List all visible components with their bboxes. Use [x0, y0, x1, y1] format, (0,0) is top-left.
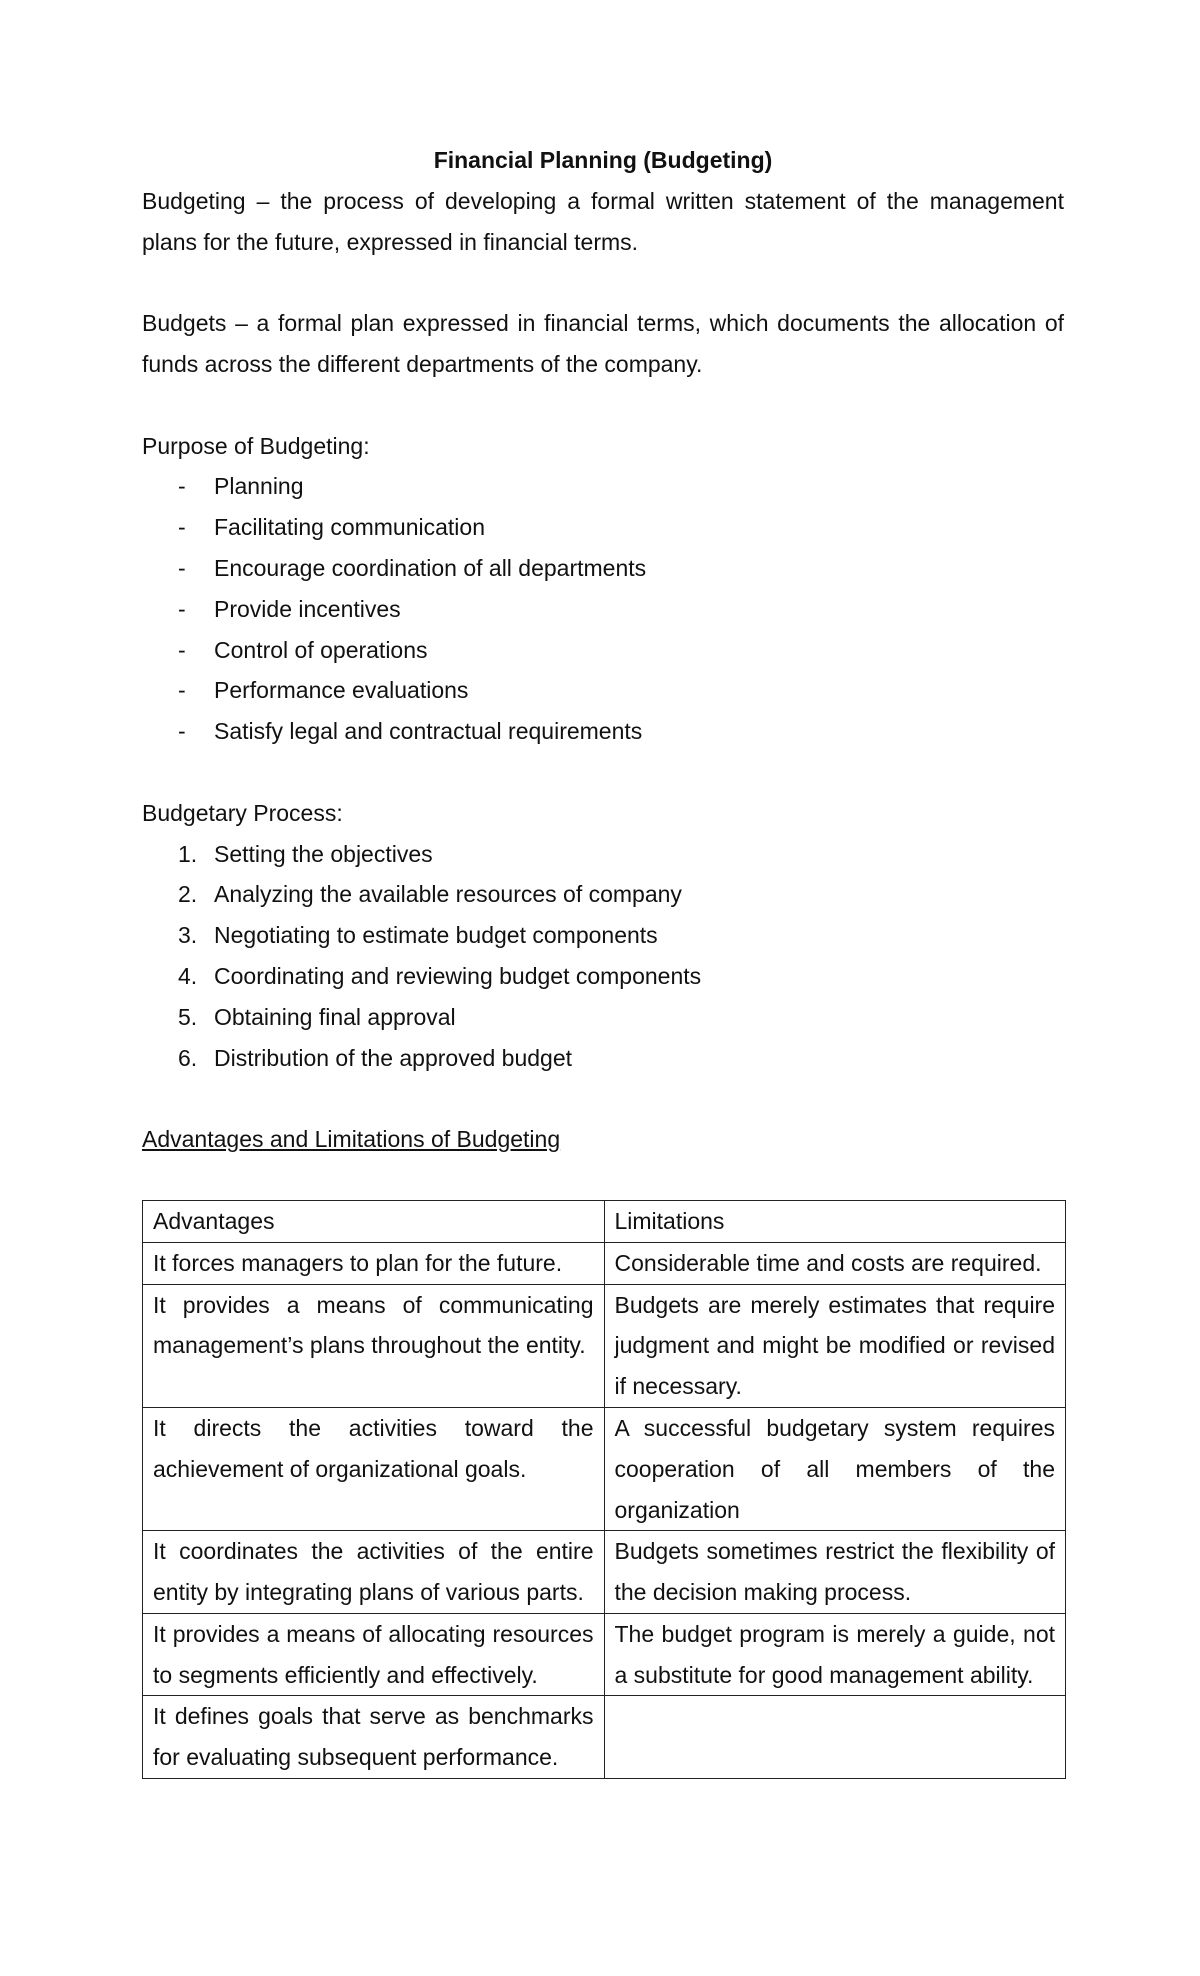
limitation-cell: Budgets are merely estimates that require judgment and might be modified or revised if necessary.	[604, 1284, 1066, 1407]
document-page	[142, 140, 1064, 1779]
step-number: 4.	[178, 962, 198, 989]
step-number: 1.	[178, 840, 198, 867]
spacer	[142, 752, 1064, 793]
step-number: 6.	[178, 1044, 198, 1071]
spacer	[142, 385, 1064, 426]
list-item-text: Setting the objectives	[214, 840, 433, 867]
list-item	[142, 956, 1064, 997]
list-item	[142, 874, 1064, 915]
spacer	[142, 262, 1064, 303]
list-item	[142, 548, 1064, 589]
dash-marker: -	[178, 636, 186, 663]
list-item-text: Facilitating communication	[214, 514, 486, 541]
dash-marker: -	[178, 595, 186, 622]
list-item-text: Obtaining final approval	[214, 1003, 456, 1030]
limitation-cell: Budgets sometimes restrict the flexibility of the decision making process.	[604, 1531, 1066, 1614]
table-row	[143, 1696, 1066, 1779]
adv-lim-table	[142, 1200, 1066, 1779]
advantage-cell: It provides a means of communicating management’s plans throughout the entity.	[143, 1284, 605, 1407]
table-row	[143, 1284, 1066, 1407]
list-item-text: Satisfy legal and contractual requirements	[214, 718, 643, 745]
list-item	[142, 711, 1064, 752]
advantage-cell: It directs the activities toward the achievement of organizational goals.	[143, 1407, 605, 1530]
table-row	[143, 1407, 1066, 1530]
spacer	[142, 1078, 1064, 1119]
list-item-text: Distribution of the approved budget	[214, 1044, 573, 1071]
list-item	[142, 1038, 1064, 1079]
column-header-limitations: Limitations	[604, 1200, 1066, 1242]
list-item	[142, 466, 1064, 507]
budgeting-definition: Budgeting – the process of developing a formal written statement of the management plans for the future, expressed in financial terms.	[142, 187, 1064, 255]
list-item	[142, 589, 1064, 630]
limitation-cell: Considerable time and costs are required.	[604, 1242, 1066, 1284]
list-item-text: Control of operations	[214, 636, 428, 663]
process-list	[142, 834, 1064, 1079]
table-row	[143, 1242, 1066, 1284]
list-item-text: Analyzing the available resources of company	[214, 881, 682, 908]
table-header-row	[143, 1200, 1066, 1242]
dash-marker: -	[178, 514, 186, 541]
list-item	[142, 834, 1064, 875]
column-header-advantages: Advantages	[143, 1200, 605, 1242]
advantage-cell: It defines goals that serve as benchmarks for evaluating subsequent performance.	[143, 1696, 605, 1779]
limitation-cell: A successful budgetary system requires cooperation of all members of the organization	[604, 1407, 1066, 1530]
list-item	[142, 915, 1064, 956]
table-row	[143, 1531, 1066, 1614]
page-title: Financial Planning (Budgeting)	[433, 147, 773, 173]
limitation-cell	[604, 1696, 1066, 1779]
dash-marker: -	[178, 554, 186, 581]
limitation-cell: The budget program is merely a guide, not a substitute for good management ability.	[604, 1613, 1066, 1696]
step-number: 2.	[178, 881, 198, 908]
purpose-heading: Purpose of Budgeting:	[142, 432, 370, 459]
step-number: 5.	[178, 1003, 198, 1030]
step-number: 3.	[178, 922, 198, 949]
list-item-text: Encourage coordination of all departments	[214, 554, 647, 581]
purpose-list	[142, 466, 1064, 752]
list-item-text: Performance evaluations	[214, 677, 469, 704]
list-item	[142, 630, 1064, 671]
adv-lim-heading: Advantages and Limitations of Budgeting	[142, 1126, 561, 1153]
dash-marker: -	[178, 677, 186, 704]
dash-marker: -	[178, 473, 186, 500]
advantage-cell: It forces managers to plan for the future.	[143, 1242, 605, 1284]
process-heading: Budgetary Process:	[142, 799, 343, 826]
list-item-text: Planning	[214, 473, 304, 500]
list-item-text: Negotiating to estimate budget components	[214, 922, 658, 949]
list-item	[142, 997, 1064, 1038]
list-item	[142, 670, 1064, 711]
list-item	[142, 507, 1064, 548]
table-row	[143, 1613, 1066, 1696]
list-item-text: Provide incentives	[214, 595, 401, 622]
advantage-cell: It coordinates the activities of the entire entity by integrating plans of various parts.	[143, 1531, 605, 1614]
dash-marker: -	[178, 718, 186, 745]
list-item-text: Coordinating and reviewing budget components	[214, 962, 702, 989]
advantage-cell: It provides a means of allocating resources to segments efficiently and effectively.	[143, 1613, 605, 1696]
budgets-definition: Budgets – a formal plan expressed in financial terms, which documents the allocation of funds across the different departments of the company.	[142, 310, 1064, 377]
